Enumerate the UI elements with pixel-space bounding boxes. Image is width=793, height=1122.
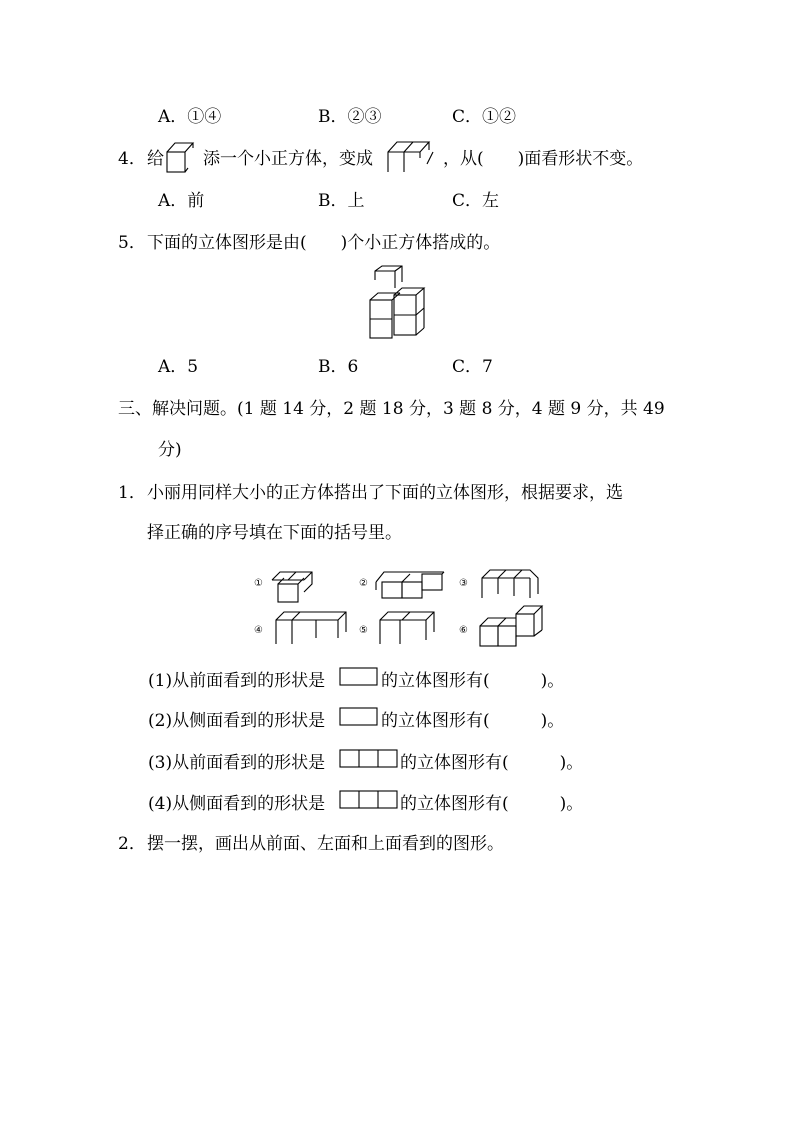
q5-text: 下面的立体图形是由( )个小正方体搭成的。 [147,233,501,253]
p1-sub2-before: (2)从侧面看到的形状是 [148,711,326,731]
q5-option-c: C．7 [452,357,493,377]
q5-number: 5． [118,233,146,253]
p1-figures [250,558,550,654]
p1-text-line1: 小丽用同样大小的正方体搭出了下面的立体图形，根据要求，选 [147,483,623,503]
q4-result-figure [383,136,441,176]
q3-option-c: C．①② [452,107,517,127]
section3-heading: 三、解决问题。(1 题 14 分，2 题 18 分，3 题 8 分，4 题 9 分，共 49 [118,399,665,419]
p2-text: 摆一摆，画出从前面、左面和上面看到的图形。 [147,834,504,854]
p1-text-line2: 择正确的序号填在下面的括号里。 [147,523,402,543]
figure-label-1: ① [254,578,263,589]
p1-sub4-shape [339,789,399,811]
figure-label-5: ⑤ [359,625,368,636]
p1-sub2-after: 的立体图形有( )。 [381,711,565,731]
q4-two-cube-figure [164,138,200,176]
figure-6-shape [480,606,542,646]
q4-number: 4． [118,149,146,169]
p1-number: 1． [118,483,146,503]
q4-option-a: A．前 [158,191,205,211]
figure-5-shape [380,612,434,644]
q4-option-b: B．上 [318,191,365,211]
p2-number: 2． [118,834,146,854]
figure-3-shape [482,570,538,598]
q4-text-before: 给 [147,149,164,169]
figure-label-6: ⑥ [459,625,468,636]
p1-sub4-before: (4)从侧面看到的形状是 [148,794,326,814]
figure-label-3: ③ [459,578,468,589]
q3-option-b: B．②③ [318,107,382,127]
p1-sub3-before: (3)从前面看到的形状是 [148,753,326,773]
figure-2-shape [376,572,444,598]
p1-sub1-before: (1)从前面看到的形状是 [148,671,326,691]
p1-sub1-shape [339,666,379,688]
q4-text-after: ，从( )面看形状不变。 [443,149,644,169]
figure-label-4: ④ [254,625,263,636]
p1-sub3-after: 的立体图形有( )。 [400,753,584,773]
q5-option-b: B．6 [318,357,359,377]
figure-1-shape [272,572,312,602]
section3-heading-cont: 分) [158,440,182,460]
q4-option-c: C．左 [452,191,500,211]
q5-option-a: A．5 [158,357,199,377]
figure-4-shape [276,612,346,644]
p1-sub3-shape [339,748,399,770]
q4-text-middle: 添一个小正方体，变成 [203,149,373,169]
q3-option-a: A．①④ [158,107,222,127]
p1-sub1-after: 的立体图形有( )。 [381,671,565,691]
q5-cube-stack-figure [360,264,432,342]
p1-sub2-shape [339,706,379,728]
figure-label-2: ② [359,578,368,589]
p1-sub4-after: 的立体图形有( )。 [400,794,584,814]
